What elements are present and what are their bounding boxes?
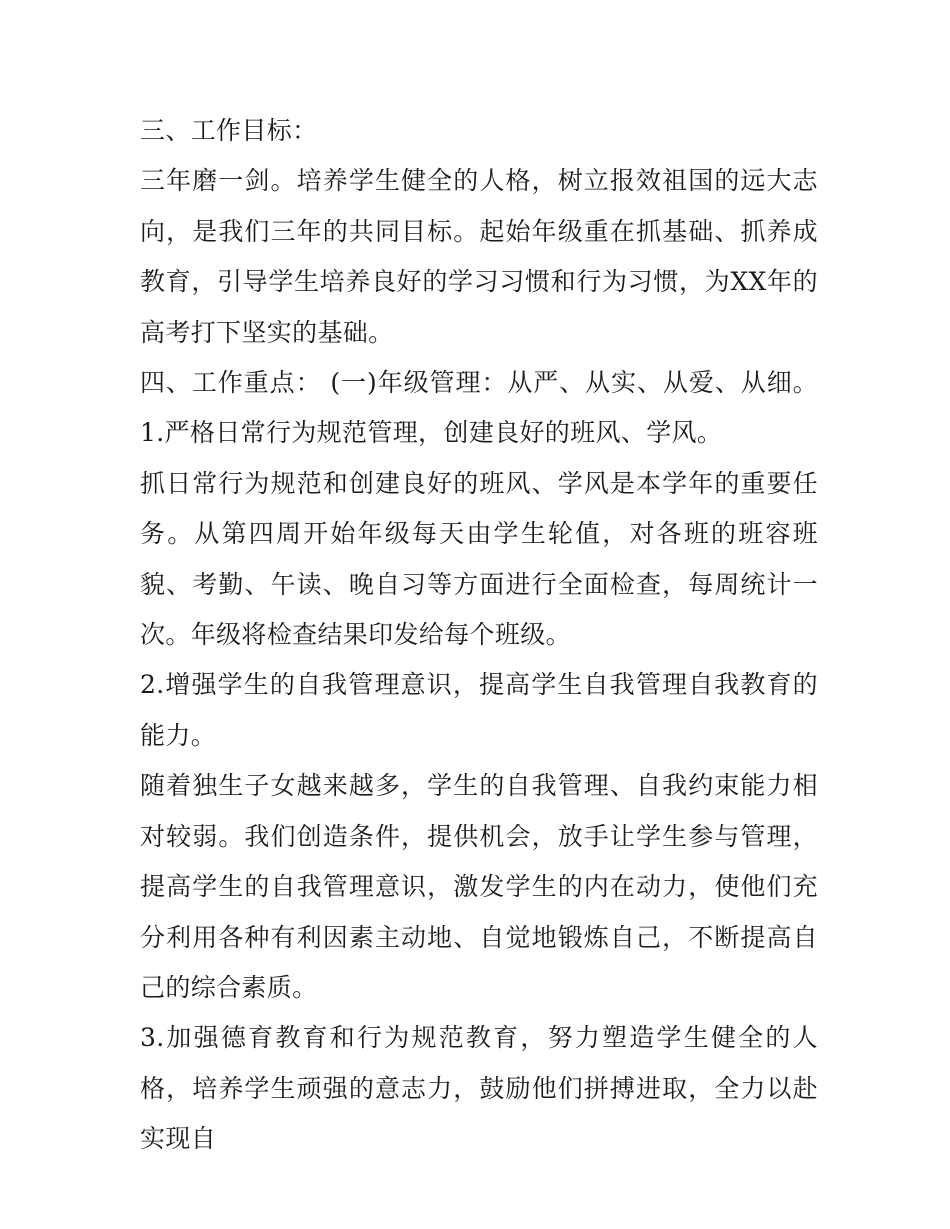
document-body — [140, 106, 818, 1165]
paragraph-self-management-heading: 2.增强学生的自我管理意识，提高学生自我管理自我教育的能力。 — [140, 670, 818, 750]
paragraph-goals: 三年磨一剑。培养学生健全的人格，树立报效祖国的远大志向，是我们三年的共同目标。起始年级重在抓基础、抓养成教育，引导学生培养良好的学习习惯和行为习惯，为XX年的高考打下坚实的基础。 — [140, 166, 818, 347]
paragraph-self-management: 随着独生子女越来越多，学生的自我管理、自我约束能力相对较弱。我们创造条件，提供机会，放手让学生参与管理，提高学生的自我管理意识，激发学生的内在动力，使他们充分利用各种有利因素主动地、自觉地锻炼自己，不断提高自己的综合素质。 — [140, 771, 818, 1002]
paragraph-moral-education: 3.加强德育教育和行为规范教育，努力塑造学生健全的人格，培养学生顽强的意志力，鼓励他们拼搏进取，全力以赴实现自 — [140, 1023, 818, 1154]
paragraph-focus-heading: 四、工作重点： (一)年级管理：从严、从实、从爱、从细。 1.严格日常行为规范管理，创建良好的班风、学风。 — [140, 368, 818, 448]
section-heading-goals: 三、工作目标： — [140, 116, 318, 145]
paragraph-daily-norms: 抓日常行为规范和创建良好的班风、学风是本学年的重要任务。从第四周开始年级每天由学生轮值，对各班的班容班貌、考勤、午读、晚自习等方面进行全面检查，每周统计一次。年级将检查结果印发给每个班级。 — [140, 468, 818, 650]
